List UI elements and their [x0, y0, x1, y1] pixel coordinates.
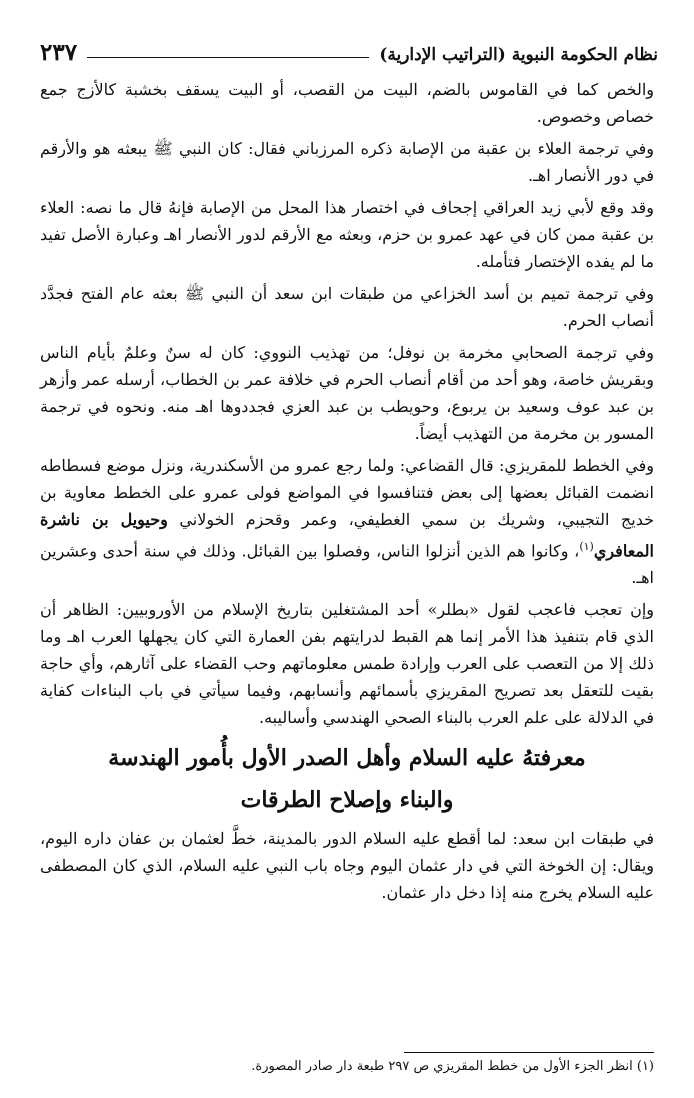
header-rule [87, 57, 369, 58]
heading-line: والبناء وإصلاح الطرقات [240, 787, 454, 814]
footnote-rule [404, 1052, 654, 1053]
page-number: ٢٣٧ [40, 39, 78, 66]
heading-line: معرفتهُ عليه السلام وأهل الصدر الأول بأُمور الهندسة [108, 745, 586, 772]
paragraph [40, 452, 654, 591]
paragraph-text: وفي الخطط للمقريزي: قال القضاعي: ولما رجع عمرو من الأسكندرية، ونزل موضع فسطاطه انضمت القبائل بعضها إلى بعض فتنافسوا في المواضع فولى عمرو على الخطط معاوية بن خديج التجيبي، وشريك بن سمي الغطيفي، وعمر وقحزم الخولاني [40, 456, 655, 529]
paragraph: وقد وقع لأبي زيد العراقي إجحاف في اختصار هذا المحل من الإصابة فإنهُ قال ما نصه: العلاء بن عقبة ممن كان في عهد عمرو بن حزم، وبعثه مع الأرقم لدور الأنصار اهـ وعبارة الأصل تفيد ما لم يفده الإختصار فتأمله. [40, 198, 654, 271]
page-header [40, 28, 658, 64]
paragraph: وفي ترجمة تميم بن أسد الخزاعي من طبقات ابن سعد أن النبي ﷺ بعثه عام الفتح فجدَّد أنصاب الحرم. [40, 284, 654, 330]
body-text [40, 76, 654, 911]
footnote-reference: (١) [579, 540, 594, 553]
paragraph: وفي ترجمة العلاء بن عقبة من الإصابة ذكره المرزباني فقال: كان النبي ﷺ يبعثه هو والأرقم في دور الأنصار اهـ. [40, 139, 654, 185]
footnote: (١) انظر الجزء الأول من خطط المقريزي ص ٢٩٧ طبعة دار صادر المصورة. [251, 1059, 654, 1074]
paragraph: في طبقات ابن سعد: لما أقطع عليه السلام الدور بالمدينة، خطَّ لعثمان بن عفان داره اليوم، ويقال: إن الخوخة التي في دار عثمان اليوم وجاه باب النبي عليه السلام، الذي كان المصطفى عليه السلام يخرج منه إذا دخل دار عثمان. [40, 829, 654, 903]
paragraph-text: ، وكانوا هم الذين أنزلوا الناس، وفصلوا بين القبائل. وذلك في سنة أحدى وعشرين اهـ. [40, 541, 654, 588]
section-heading [40, 737, 654, 821]
running-title: نظام الحكومة النبوية (التراتيب الإدارية) [379, 45, 658, 65]
paragraph: وفي ترجمة الصحابي مخرمة بن نوفل؛ من تهذيب النووي: كان له سنٌ وعلمٌ بأيام الناس وبقريش خاصة، وهو أحد من أقام أنصاب الحرم في خلافة عمر بن الخطاب، أرسله عمر وأزهر بن عبد عوف وسعيد بن يربوع، وحويطب بن عبد العزي فجددوها اهـ منه. ونحوه في ترجمة المسور بن مخرمة من التهذيب أيضاً. [40, 343, 654, 443]
paragraph: وإن تعجب فاعجب لقول «بطلر» أحد المشتغلين بتاريخ الإسلام من الأوروبيين: الظاهر أن الذي قام بتنفيذ هذا الأمر إنما هم القبط لدرايتهم بفن العمارة التي كان يجهلها العرب اهـ وما ذلك إلا من التعصب على العرب وإرادة طمس معلوماتهم وحب القضاء على آثارهم، وأي حاجة بقيت للتعقل بعد تصريح المقريزي بأسمائهم وأنسابهم، وفيما سيأتي في باب البناءات كفاية في الدلالة على علم العرب بالبناء الصحي الهندسي وأساليبه. [40, 600, 654, 728]
bold-name: وحيويل بن ناشرة المعافري [40, 510, 654, 561]
paragraph: والخص كما في القاموس بالضم، البيت من القصب، أو البيت يسقف بخشبة كالأزج جمع خصاص وخصوص. [40, 80, 655, 126]
